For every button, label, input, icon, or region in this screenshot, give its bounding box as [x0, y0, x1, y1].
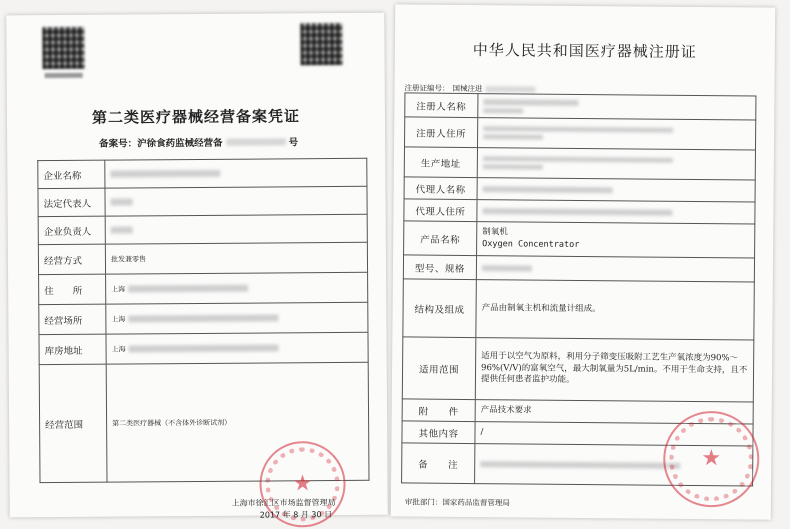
row-value [106, 302, 368, 334]
table-row [402, 337, 754, 402]
row-value [105, 214, 367, 244]
row-value [105, 186, 367, 216]
record-certificate [6, 13, 387, 518]
row-value: 批发兼零售 [105, 242, 367, 274]
redacted-value [482, 265, 532, 271]
row-label: 备 注 [402, 443, 475, 484]
row-value: 适用于以空气为原料，利用分子筛变压吸附工艺生产氧浓度为90%～96%(V/V)的富氧空气，最大制氧量为5L/min。不用于生命支持，且不提供任何患者监护功能。 [475, 338, 754, 402]
table-row [404, 177, 755, 202]
row-label: 住 所 [39, 274, 106, 304]
redacted-registration-number [485, 86, 535, 92]
redacted-value [128, 285, 248, 293]
approving-authority: 审批部门：国家药品监督管理局 [404, 497, 510, 508]
address-prefix: 上海 [111, 345, 126, 354]
row-value [477, 178, 755, 202]
redacted-value [483, 164, 543, 170]
row-label: 其他内容 [402, 421, 475, 444]
redacted-value [482, 208, 672, 216]
table-row [39, 272, 368, 304]
table-row [403, 255, 754, 282]
star-icon: ★ [701, 446, 722, 472]
registration-number-value: 国械注进 [452, 83, 483, 94]
redacted-value [110, 170, 220, 178]
row-label: 经营方式 [38, 244, 105, 274]
redacted-value [483, 156, 673, 163]
registration-number-label: 注册证编号： [404, 83, 450, 93]
row-label: 经营场所 [39, 304, 106, 334]
record-title: 第二类医疗器械经营备案凭证 [91, 107, 301, 127]
redacted-value [483, 134, 543, 140]
redacted-serial [45, 73, 83, 78]
star-icon: ★ [292, 471, 313, 497]
record-number [99, 134, 298, 149]
table-row [404, 221, 755, 258]
table-row [404, 147, 755, 180]
row-label: 生产地址 [404, 147, 477, 178]
table-row [39, 332, 368, 364]
redacted-value [111, 198, 133, 205]
redacted-value [111, 226, 133, 233]
registration-title: 中华人民共和国医疗器械注册证 [472, 41, 697, 61]
row-value [106, 272, 368, 304]
table-row [404, 199, 755, 224]
row-value: / [475, 422, 753, 446]
row-label: 适用范围 [402, 337, 476, 400]
table-row [38, 158, 367, 188]
row-label: 结构及组成 [403, 279, 477, 338]
qr-code-left [42, 27, 84, 69]
row-label: 型号、规格 [403, 255, 476, 280]
row-label: 企业负责人 [38, 216, 105, 244]
address-prefix: 上海 [111, 315, 126, 324]
redacted-value [128, 314, 278, 322]
product-name-en: Oxygen Concentrator [482, 238, 580, 250]
redacted-value [483, 186, 613, 193]
row-label: 经营范围 [39, 364, 107, 482]
row-label: 库房地址 [39, 334, 106, 364]
row-value: 第二类医疗器械（不含体外诊断试剂） [106, 362, 369, 482]
row-label: 注册人住所 [404, 117, 477, 148]
row-value: 产品技术要求 [475, 400, 753, 424]
redacted-record-number [226, 138, 286, 145]
row-value [478, 94, 756, 120]
registration-certificate [391, 4, 775, 519]
redacted-value [129, 344, 279, 352]
table-row [38, 186, 367, 216]
redacted-value [480, 461, 680, 469]
record-number-suffix: 号 [288, 137, 299, 149]
row-value [476, 256, 754, 282]
row-value [105, 158, 367, 188]
row-value [477, 222, 755, 258]
table-row [38, 242, 367, 274]
table-row [38, 214, 367, 244]
redacted-value [483, 108, 523, 113]
record-number-label: 备案号：沪徐食药监械经营备 [99, 137, 223, 150]
row-label: 企业名称 [38, 160, 105, 188]
table-row [39, 302, 368, 334]
row-label: 附 件 [402, 399, 475, 422]
qr-code-right [300, 23, 342, 65]
address-prefix: 上海 [111, 285, 126, 294]
row-label: 产品名称 [404, 221, 477, 256]
issuer: 上海市徐汇区市场监督管理局 [231, 498, 336, 508]
table-row [403, 279, 754, 340]
redacted-value [483, 126, 673, 133]
row-value: 产品由制氧主机和流量计组成。 [476, 280, 754, 340]
official-seal-right [663, 411, 760, 508]
row-label: 代理人名称 [404, 177, 477, 200]
redacted-value [483, 99, 578, 106]
row-value [477, 118, 755, 150]
row-label: 法定代表人 [38, 188, 105, 216]
table-row [404, 117, 755, 150]
issue-date: 2017 年 8 月 30 日 [259, 510, 333, 520]
row-value [106, 332, 368, 364]
row-value [477, 200, 755, 224]
row-label: 代理人住所 [404, 199, 477, 222]
row-value [477, 148, 755, 180]
row-label: 注册人名称 [405, 93, 478, 118]
record-table [37, 158, 369, 483]
product-name-cn: 制氧机 [482, 227, 508, 238]
table-row [405, 93, 756, 120]
